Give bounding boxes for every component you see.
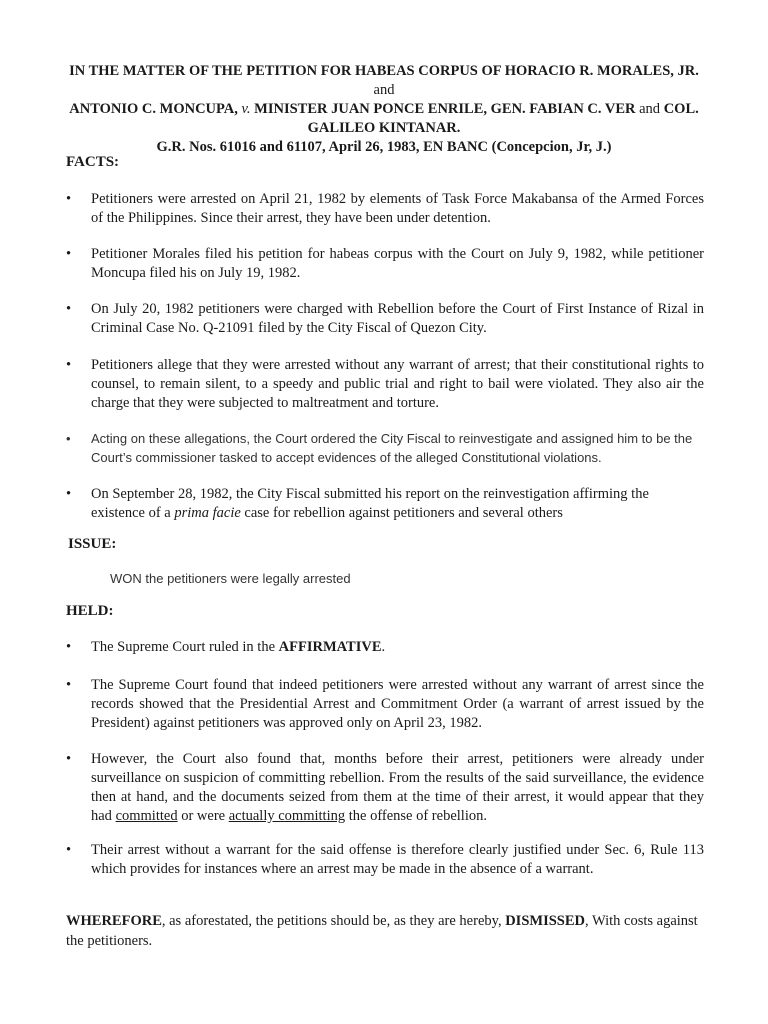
facts-item: • Petitioner Morales filed his petition for habeas corpus with the Court on July 9, 1982, while petitioner Moncupa filed his on July 19, 1982. — [66, 246, 704, 281]
bullet-icon: • — [66, 301, 72, 317]
held-item: • However, the Court also found that, months before their arrest, petitioners were already under surveillance on suspicion of committing rebellion. From the results of the said surveillance, the evidence then at hand, and the documents seized from them at the time of their arrest, it would appear that they had committed or were actually committing the offense of rebellion. — [66, 751, 704, 824]
bullet-icon: • — [66, 677, 72, 693]
title-line-3: GALILEO KINTANAR. — [307, 120, 461, 136]
wherefore-paragraph: WHEREFORE, as aforestated, the petitions should be, as they are hereby, DISMISSED, With costs against the petitioners. — [66, 913, 698, 949]
bullet-icon: • — [66, 246, 72, 262]
issue-text: WON the petitioners were legally arrested — [110, 571, 351, 586]
facts-heading: FACTS: — [66, 154, 120, 170]
bullet-icon: • — [66, 431, 71, 446]
case-citation: G.R. Nos. 61016 and 61107, April 26, 1983, EN BANC (Concepcion, Jr, J.) — [156, 139, 612, 155]
issue-heading: ISSUE: — [68, 536, 117, 552]
title-line-1: IN THE MATTER OF THE PETITION FOR HABEAS CORPUS OF HORACIO R. MORALES, JR. and — [69, 63, 699, 98]
bullet-icon: • — [66, 842, 72, 858]
held-item: • The Supreme Court ruled in the AFFIRMATIVE. — [66, 639, 386, 655]
facts-item: • Petitioners were arrested on April 21, 1982 by elements of Task Force Makabansa of the Armed Forces of the Philippines. Since their arrest, they have been under detention. — [66, 191, 704, 226]
held-heading: HELD: — [66, 603, 114, 619]
title-line-2: ANTONIO C. MONCUPA, v. MINISTER JUAN PONCE ENRILE, GEN. FABIAN C. VER and COL. — [69, 101, 699, 117]
bullet-icon: • — [66, 357, 72, 373]
facts-item: • Petitioners allege that they were arrested without any warrant of arrest; that their constitutional rights to counsel, to remain silent, to a speedy and public trial and right to bail were violated. They also air the charge that they were subjected to maltreatment and torture. — [66, 357, 704, 411]
held-item: • Their arrest without a warrant for the said offense is therefore clearly justified under Sec. 6, Rule 113 which provides for instances where an arrest may be made in the absence of a warrant. — [66, 842, 704, 877]
held-item: • The Supreme Court found that indeed petitioners were arrested without any warrant of arrest since the records showed that the Presidential Arrest and Commitment Order (a warrant of arrest issued by the President) against petitioners was approved only on April 23, 1982. — [66, 677, 704, 731]
facts-item: • On July 20, 1982 petitioners were charged with Rebellion before the Court of First Instance of Rizal in Criminal Case No. Q-21091 filed by the City Fiscal of Quezon City. — [66, 301, 704, 336]
bullet-icon: • — [66, 486, 72, 502]
bullet-icon: • — [66, 639, 72, 655]
case-title — [60, 62, 708, 157]
bullet-icon: • — [66, 751, 72, 767]
bullet-icon: • — [66, 191, 72, 207]
facts-item: • Acting on these allegations, the Court ordered the City Fiscal to reinvestigate and assigned him to be the Court’s commissioner tasked to accept evidences of the alleged Constitutional violations. — [66, 431, 693, 465]
facts-item: • On September 28, 1982, the City Fiscal submitted his report on the reinvestigation affirming the existence of a prima facie case for rebellion against petitioners and several others — [66, 486, 649, 521]
